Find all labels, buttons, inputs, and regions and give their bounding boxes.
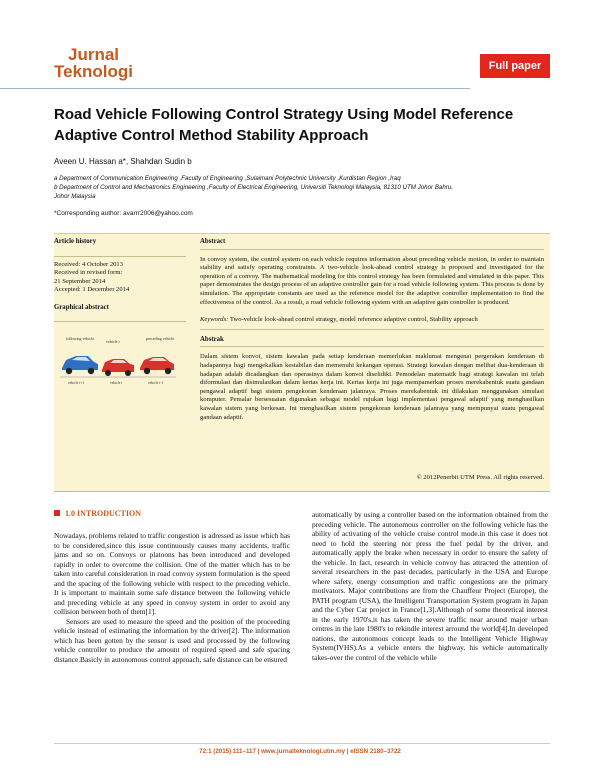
accepted-date: Accepted: 1 December 2014 bbox=[54, 286, 130, 293]
graphical-abstract-heading: Graphical abstract bbox=[54, 303, 109, 311]
label-following-vehicle: following vehicle bbox=[66, 336, 95, 341]
paper-title: Road Vehicle Following Control Strategy Using Model Reference Adaptive Control Method Stability Approach bbox=[54, 106, 514, 144]
section-heading-introduction bbox=[54, 509, 141, 518]
abstract-heading: Abstract bbox=[200, 238, 226, 245]
journal-logo-line1: Jurnal bbox=[68, 45, 120, 64]
revised-label: Received in revised form: bbox=[54, 269, 123, 276]
label-vehicle-i-top: vehicle i bbox=[106, 339, 120, 344]
article-info-sidebar bbox=[54, 238, 192, 326]
abstrak-heading: Abstrak bbox=[200, 335, 224, 343]
received-date: Received: 4 October 2013 bbox=[54, 260, 124, 268]
keywords-label: Keywords: bbox=[200, 316, 229, 324]
revised-date: 21 September 2014 bbox=[54, 277, 106, 285]
car-following bbox=[62, 356, 98, 374]
journal-logo-line2: Teknologi bbox=[54, 62, 134, 81]
affiliation-b-cont: Johor Malaysia bbox=[54, 193, 96, 200]
keywords-text: Two-vehicle look-ahead control strategy, model reference adaptive control, Stability approach bbox=[229, 316, 478, 324]
section-number: 1.0 bbox=[65, 509, 75, 518]
authors: Aveen U. Hassan a*, Shahdan Sudin b bbox=[54, 157, 192, 166]
body-column-left bbox=[54, 531, 290, 664]
sidebar-divider-2 bbox=[54, 321, 186, 322]
footer-divider bbox=[54, 743, 550, 744]
label-preceding-vehicle: preceding vehicle bbox=[146, 336, 175, 341]
header-divider bbox=[0, 88, 470, 89]
car-middle bbox=[102, 359, 134, 376]
section-square-icon bbox=[54, 510, 60, 516]
car-label-3: vehicle i-1 bbox=[148, 381, 164, 385]
keywords bbox=[200, 316, 544, 325]
body-paragraph: automatically by using a controller based on the information obtained from the preceding vehicle. The autonomous controller on the following vehicle has the ability of activating of the vehicle cruise control mode.in this case it does not need to hold the steering nor press the fuel pedal by the driver, and automatically apply the brake when necessary in order to ensure the safety of the vehicle. In fact, research in vehicle convoy has attracted the attention of several researchers in the past decades, particularly in the USA and Europe where safety, energy consumption and traffic congestions are the primary motivators. Major contributions are from the Chauffeur Project (Europe), the PATH program (USA), the Intelligent Transportation System program in Japan and the Cyber Car project in France[1,3].Although of some theoretical interest in the early 1970's,it has taken the severe traffic near around major urban centres in the late 1980's to rekindle interest arround the world[4].In developed nations, the autonomous concept leads to the Intelligent Vehicle Highway System(IVHS).As a vehicle enters the highway, his vehicle automatically takes-over the control of the vehicle while bbox=[312, 510, 548, 662]
page-footer: 72:1 (2015) 111–117 | www.jurnalteknologi.utm.my | eISSN 2180–3722 bbox=[199, 748, 401, 755]
section-title: INTRODUCTION bbox=[77, 509, 142, 518]
car-label-1: vehicle i+1 bbox=[68, 381, 85, 385]
car-label-2: vehicle i bbox=[110, 381, 123, 385]
body-paragraph: Sensors are used to measure the speed and the position of the proceeding vehicle instead of estimating the information by the driver[2]. The information which has been gotten by the sensor is used and processed by the following vehicle controller to produce the amount of required speed and safe spacing distance.Basicly in autonomous control approach, safe distance can be ensured bbox=[54, 616, 290, 664]
graphical-abstract-illustration bbox=[58, 334, 178, 394]
affiliation-b: b Department of Control and Mechatronics Engineering ,Faculty of Electrical Engineering, Universiti Teknologi Malaysia, 81310 UTM Johor Bahru, bbox=[54, 184, 454, 191]
abstract-divider bbox=[200, 249, 544, 250]
panel-top-divider bbox=[54, 233, 550, 234]
body-paragraph: Nowadays, problems related to traffic congestion is adressed as issue which has to be considered,since this issue continuously causes many accidents, traffic jams and so on. Convoys or platoons has been introduced and developed rapidly in order to overcome the collision. One of the matter which has to be taken into careful consideration in road convoy system formulation is the speed and the spacing of the following vehicle with respect to the preceding vehicle. It is important to maintain some safe distance between the following vehicle and preceding vehicle at any speed in convoy system in order to avoid any collision between both of them[1]. bbox=[54, 531, 290, 616]
body-column-right bbox=[312, 510, 548, 662]
sidebar-divider bbox=[54, 256, 186, 257]
abstract-text: In convoy system, the control system on each vehicle requires information about preceding vehicle motion, in order to maintain stability and satisfy operating constraints. A two-vehicle look-ahead control strategy is proposed and investigated for the operation of a convoy. The mathematical modeling for this control strategy has been formulated and simulated in this paper. This paper demonstrates the design process of an adaptive controller gain for a road vehicle following system. This process is done by simulation. The appropriate constants are used as the reference model for the adaptive controller implementation to find the effectiveness of the control. As a result, a road vehicle following system with an adaptive gain controller is produced. bbox=[200, 255, 544, 306]
corresponding-author: *Corresponding author: avarrr2006@yahoo.com bbox=[54, 210, 193, 217]
article-history-heading: Article history bbox=[54, 238, 97, 245]
affiliation-a: a Department of Communication Engineering ,Faculty of Engineering ,Sulaimani Polytechnic University ,Kurdistan Region ,Iraq bbox=[54, 175, 401, 182]
full-paper-badge: Full paper bbox=[480, 54, 550, 78]
car-preceding bbox=[140, 357, 174, 374]
abstrak-divider bbox=[200, 346, 544, 347]
panel-bottom-divider bbox=[54, 491, 550, 492]
keywords-divider bbox=[200, 329, 544, 330]
journal-logo bbox=[54, 46, 133, 80]
abstrak-text: Dalam sistem konvoi, sistem kawalan pada setiap kenderaan memerlukan maklumat mengenai pergerakan kenderaan di hadapannya bagi mengekalkan kestabilan dan memenuhi kekangan operasi. Strategi kawalan dengan melihat dua-kenderaan di hadapan adalah dicadangkan dan operasinya dalam konvoi diselidiki. Pemodelan matematik bagi strategi kawalan ini telah diformulasi dan disimulasikan dalam kertas kerja ini. Kertas kerja ini juga mempamerkan proses merekabentuk suatu gandaan pengawal adaptif bagi sistem pengekoran kenderaan jalanraya. Proses merekabentuk ini dilakukan menggunakan simulasi komputer. Pemalar bersesuaian digunakan sebagai model rujukan bagi implementasi pengawal adaptif yang menghasilkan kawalan sistem yang berkesan. Ini menghasilkan sistem pengekoran kenderaan jalanraya yang mempunyai suatu pengawal gandaan adaptif. bbox=[200, 353, 544, 421]
abstract-main bbox=[200, 238, 544, 422]
copyright-line: © 2012Penerbit UTM Press. All rights reserved. bbox=[416, 474, 544, 481]
